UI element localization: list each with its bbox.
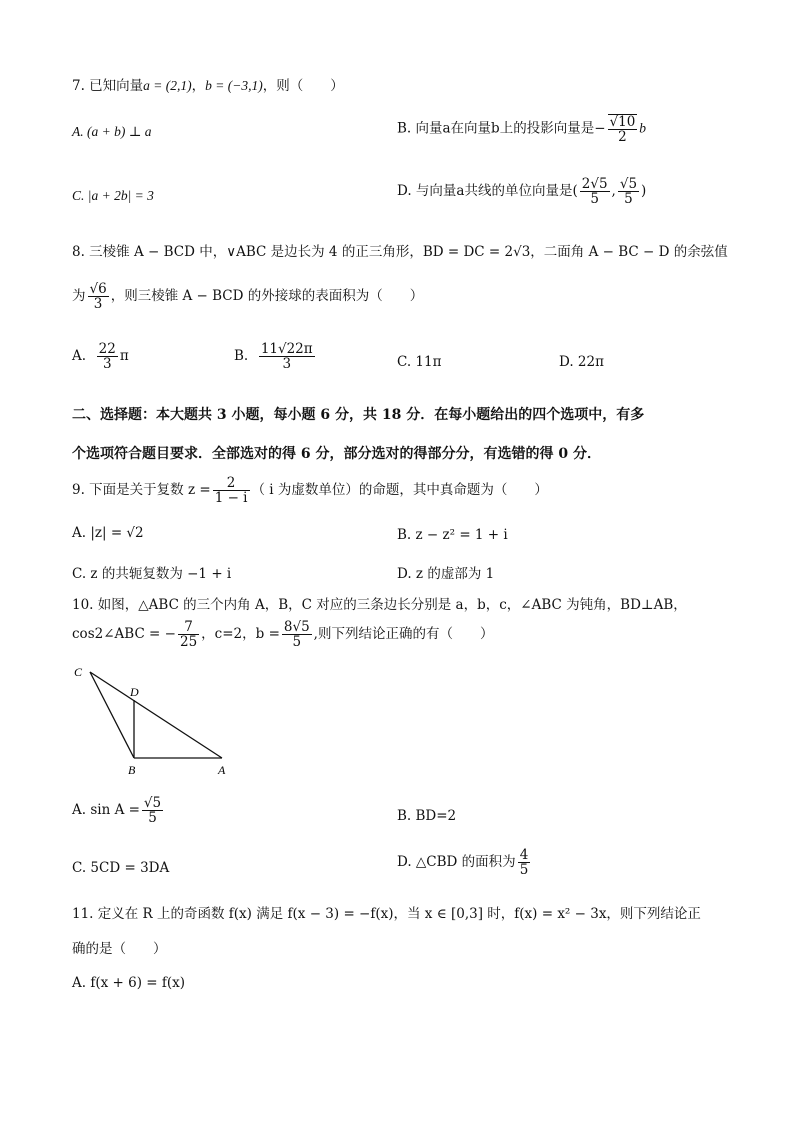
q10-line1: 10. 如图，△ABC 的三个内角 A，B，C 对应的三条边长分别是 a，b，c，∠ABC 为钝角，BD⊥AB， [72,597,687,613]
q11-line1: 11. 定义在 R 上的奇函数 f(x) 满足 f(x − 3) = −f(x)，当 x ∈ [0,3] 时，f(x) = x² − 3x，则下列结论正 [72,906,701,922]
q11-option-a: A. f(x + 6) = f(x) [72,975,185,991]
section2-line1: 二、选择题：本大题共 3 小题，每小题 6 分，共 18 分．在每小题给出的四个选项中，有多 [72,407,645,423]
fig-edge-ca [90,672,222,758]
fig-label-d: D [130,685,139,699]
section2-line2: 个选项符合题目要求．全部选对的得 6 分，部分选对的得部分分，有选错的得 0 分． [72,446,601,462]
q9-option-b: B. z − z² = 1 + i [397,527,508,543]
q7-option-a: A. (a + b) ⊥ a [72,124,152,139]
q8-line2: 为 $\frac{√6}{3}$ ，则三棱锥 A − BCD 的外接球的表面积为（ ） [72,281,424,313]
q9-option-c: C. z 的共轭复数为 −1 + i [72,566,232,582]
q10-option-d: D. △CBD 的面积为 $\frac{4}{5}$ [397,847,529,879]
fig-label-b: B [128,763,136,777]
q10-option-a: A. sin A = $\frac{√5}{5}$ [72,795,162,827]
q7-stem: 7. 已知向量a = (2,1)，b = (−3,1)，则（ ） [72,78,344,94]
fig-label-c: C [74,665,83,679]
q8-option-d: D. 22π [559,354,604,370]
q9-stem: 9. 下面是关于复数 z = $\frac{2}{1 - i}$ （ i 为虚数单位）的命题，其中真命题为（ ） [72,475,548,507]
q11-line2: 确的是（ ） [72,941,167,957]
q10-line2: cos2∠ABC = − $\frac{7}{25}$ ，c=2，b = $\frac{8√5}{5}$ ,则下列结论正确的有（ ） [72,619,494,651]
q8-option-a: A. $\frac{22}{3}$ π [72,341,129,373]
q10-triangle-figure [70,660,240,780]
q7-option-d: D. 与向量a共线的单位向量是( $\frac{2√5}{5}$ , $\frac{√5}{5}$ ) [397,176,647,208]
q7-option-c: C. |a + 2b| = 3 [72,188,154,203]
q8-option-c: C. 11π [397,354,442,370]
fig-label-a: A [218,763,226,777]
q7-eq-a: a = (2,1) [143,78,192,93]
q8-option-b: B. $\frac{11√22\pi}{3}$ [234,341,313,373]
q7-option-b: B. 向量a在向量b上的投影向量是− $\frac{√10}{2}$ b [397,114,647,146]
q7-eq-b: b = (−3,1) [205,78,263,93]
q9-option-d: D. z 的虚部为 1 [397,566,495,582]
q10-option-b: B. BD=2 [397,808,457,824]
fig-edge-cb [90,672,134,758]
q9-option-a: A. |z| = √2 [72,525,144,541]
q10-option-c: C. 5CD = 3DA [72,860,170,876]
q8-line1: 8. 三棱锥 A − BCD 中，∨ABC 是边长为 4 的正三角形，BD = DC = 2√3，二面角 A − BC − D 的余弦值 [72,244,728,260]
